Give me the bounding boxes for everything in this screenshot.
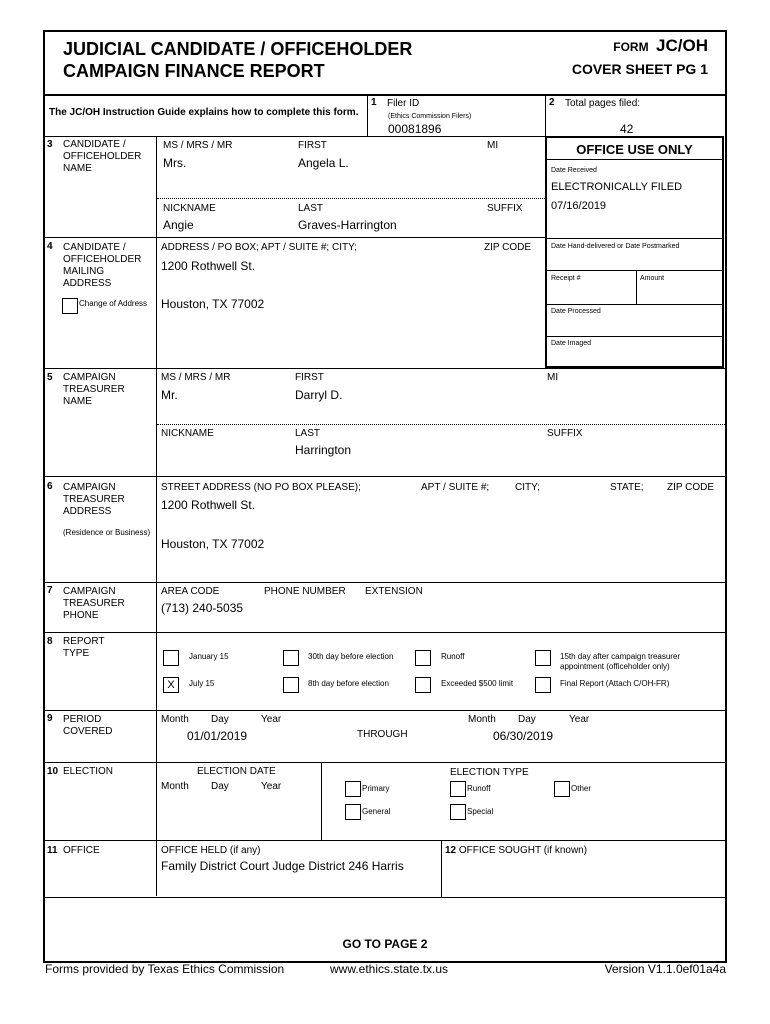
period-start-date: 01/01/2019 [187,729,248,743]
hand-delivered-label: Date Hand-delivered or Date Postmarked [551,243,680,250]
sec5-last-value: Harrington [295,443,352,457]
sec4-address-label: ADDRESS / PO BOX; APT / SUITE #; CITY; [161,242,357,253]
sec3-title-label: MS / MRS / MR [163,140,233,151]
election-general-checkbox[interactable] [345,804,361,820]
report-30day-label: 30th day before election [308,652,394,661]
sec3-label [63,139,141,175]
sec11-bottom-line [43,897,726,898]
filer-id-value: 00081896 [388,122,442,136]
sec7-ext-label: EXTENSION [365,586,423,597]
sec3-first-label: FIRST [298,140,327,151]
intro-bottom-line [43,136,547,137]
receipt-label: Receipt # [551,275,581,282]
sec3-first-value: Angela L. [298,156,349,170]
date-received-label: Date Received [551,167,597,174]
sec7-num: 7 [47,585,53,596]
sec4-label-l1: CANDIDATE / [63,242,126,253]
sec9-start-month-label: Month [161,714,189,725]
election-other-checkbox[interactable] [554,781,570,797]
report-runoff-checkbox[interactable] [415,650,431,666]
sec5-title-label: MS / MRS / MR [161,372,231,383]
sec7-phone-label: PHONE NUMBER [264,586,346,597]
sec7-phone-value: (713) 240-5035 [161,601,244,615]
sec10-year-label: Year [261,781,282,792]
election-divider [321,762,322,841]
report-january-15-checkbox[interactable] [163,650,179,666]
office-sought-label [445,845,587,856]
sec4-address-line2: Houston, TX 77002 [161,297,265,311]
office-divider [441,841,442,897]
office-held-label: OFFICE HELD (if any) [161,845,261,856]
sec4-bottom-line [43,368,726,369]
sec5-title-value: Mr. [161,388,178,402]
sec5-bottom-line [43,476,726,477]
sec4-label [63,242,141,290]
sec3-dotted-line [157,198,545,199]
sec3-num: 3 [47,139,53,150]
intro-divider-2 [545,95,546,137]
sec5-label-l3: NAME [63,396,92,407]
frame-right [725,30,727,962]
change-of-address-checkbox[interactable] [62,298,78,314]
sec9-num: 9 [47,713,53,724]
sec6-address-line1: 1200 Rothwell St. [161,498,256,512]
report-final-label: Final Report (Attach C/OH-FR) [560,679,670,688]
sec3-label-l1: CANDIDATE / [63,139,126,150]
sec3-nickname-value: Angie [163,218,194,232]
election-primary-label: Primary [362,784,390,793]
sec5-dotted-line [157,424,725,425]
sec3-label-l2: OFFICEHOLDER [63,151,142,162]
intro-divider-1 [367,95,368,137]
report-15th-day-l2: appointment (officeholder only) [560,662,670,671]
form-title-line1: JUDICIAL CANDIDATE / OFFICEHOLDER [63,39,413,59]
filer-id-label: Filer ID [387,98,420,109]
sec9-start-year-label: Year [261,714,282,725]
sec3-last-label: LAST [298,203,324,214]
form-code [613,36,708,56]
office-use-title: OFFICE USE ONLY [576,142,693,157]
sec6-address-line2: Houston, TX 77002 [161,537,265,551]
sec5-mi-label: MI [547,372,559,383]
office-sought-num: 12 [445,845,457,856]
sec5-label-l2: TREASURER [63,384,125,395]
sec5-last-label: LAST [295,428,321,439]
filer-id-sub: (Ethics Commission Filers) [388,113,472,120]
form-code-value: JC/OH [656,36,708,55]
report-final-checkbox[interactable] [535,677,551,693]
sec11-label: OFFICE [63,845,100,856]
sec10-bottom-line [43,840,726,841]
office-use-line-5 [547,336,724,337]
sec6-apt-label: APT / SUITE #; [421,482,490,493]
sec5-nickname-label: NICKNAME [161,428,214,439]
sec8-num: 8 [47,636,53,647]
sec6-label-l1: CAMPAIGN [63,482,116,493]
report-15th-day-checkbox[interactable] [535,650,551,666]
office-status: ELECTRONICALLY FILED [551,181,683,193]
sec8-label-l2: TYPE [63,648,90,659]
sec4-label-l2: OFFICEHOLDER [63,254,142,265]
sec7-area-label: AREA CODE [161,586,220,597]
form-title-line2: CAMPAIGN FINANCE REPORT [63,61,325,81]
report-exceeded-500-checkbox[interactable] [415,677,431,693]
sec3-mi-label: MI [487,140,499,151]
sec6-label-l2: TREASURER [63,494,125,505]
label-column-divider [156,137,157,896]
footer-provided: Forms provided by Texas Ethics Commission [45,962,285,976]
sec11-num: 11 [47,845,58,856]
sec8-label-l1: REPORT [63,636,105,647]
sec6-bottom-line [43,582,726,583]
change-of-address-label: Change of Address [79,299,148,308]
sec9-label [63,714,112,738]
election-runoff-checkbox[interactable] [450,781,466,797]
pages-num: 2 [549,97,555,108]
sec6-note: (Residence or Business) [63,528,151,537]
sec6-zip-label: ZIP CODE [667,482,715,493]
sec7-label-l2: TREASURER [63,598,125,609]
sec7-bottom-line [43,632,726,633]
sec4-address-line1: 1200 Rothwell St. [161,259,256,273]
election-other-label: Other [571,784,592,793]
date-imaged-label: Date Imaged [551,340,592,347]
sec10-label: ELECTION [63,766,114,777]
election-date-label: ELECTION DATE [197,766,276,777]
date-received-value: 07/16/2019 [551,200,607,212]
office-use-line-4 [547,304,724,305]
sec3-nickname-label: NICKNAME [163,203,216,214]
receipt-amount-divider [636,270,637,304]
sec6-state-label: STATE; [610,482,644,493]
period-end-date: 06/30/2019 [493,729,554,743]
sec3-bottom-line [43,237,546,238]
sec5-num: 5 [47,372,53,383]
instruction-text: The JC/OH Instruction Guide explains how to complete this form. [49,107,359,118]
election-runoff-label: Runoff [467,784,491,793]
report-15th-day-label [560,652,680,671]
through-label: THROUGH [357,729,408,740]
office-use-line-1 [547,159,724,160]
report-8day-label: 8th day before election [308,679,389,688]
sec10-day-label: Day [211,781,229,792]
sec4-label-l4: ADDRESS [63,278,112,289]
election-special-label: Special [467,807,494,816]
sec5-suffix-label: SUFFIX [547,428,583,439]
report-exceeded-500-label: Exceeded $500 limit [441,679,514,688]
filer-id-num: 1 [371,97,377,108]
header-divider [43,94,727,96]
sec9-label-l1: PERIOD [63,714,102,725]
sec10-month-label: Month [161,781,189,792]
sec7-label-l3: PHONE [63,610,99,621]
form-title [63,38,412,82]
report-july-15-checkbox[interactable]: X [163,677,179,693]
pages-value: 42 [620,122,634,136]
sec5-first-label: FIRST [295,372,324,383]
footer-version: Version V1.1.0ef01a4a [604,962,726,976]
sec8-label [63,636,105,660]
cover-sheet-label: COVER SHEET PG 1 [571,61,708,77]
office-use-line-2 [547,238,724,239]
report-15th-day-l1: 15th day after campaign treasurer [560,652,681,661]
sec7-label-l1: CAMPAIGN [63,586,116,597]
election-type-label: ELECTION TYPE [450,767,529,778]
sec6-num: 6 [47,481,53,492]
sec6-label [63,482,125,518]
election-primary-checkbox[interactable] [345,781,361,797]
report-8day-checkbox[interactable] [283,677,299,693]
report-july-15-label: July 15 [189,679,215,688]
office-sought-text: OFFICE SOUGHT (if known) [458,845,588,856]
frame-top [43,30,727,32]
sec4-label-l3: MAILING [63,266,105,277]
office-held-value: Family District Court Judge District 246 Harris [161,859,404,873]
election-special-checkbox[interactable] [450,804,466,820]
amount-label: Amount [640,275,665,282]
sec3-title-value: Mrs. [163,156,187,170]
sec4-num: 4 [47,241,53,252]
date-processed-label: Date Processed [551,308,601,315]
form-prefix: FORM [613,40,649,54]
sec3-suffix-label: SUFFIX [487,203,523,214]
sec6-street-label: STREET ADDRESS (NO PO BOX PLEASE); [161,482,361,493]
go-to-page-2: GO TO PAGE 2 [342,937,428,951]
footer-url: www.ethics.state.tx.us [330,962,449,976]
sec9-end-day-label: Day [518,714,536,725]
sec5-label [63,372,125,408]
sec4-zip-label: ZIP CODE [484,242,532,253]
sec10-num: 10 [47,766,59,777]
sec9-start-day-label: Day [211,714,229,725]
sec9-bottom-line [43,762,726,763]
sec5-label-l1: CAMPAIGN [63,372,116,383]
frame-left [43,30,45,962]
election-general-label: General [362,807,391,816]
sec7-label [63,586,125,622]
sec8-bottom-line [43,710,726,711]
sec3-last-value: Graves-Harrington [298,218,397,232]
sec9-end-year-label: Year [569,714,590,725]
sec6-label-l3: ADDRESS [63,506,112,517]
report-30day-checkbox[interactable] [283,650,299,666]
sec3-label-l3: NAME [63,163,92,174]
sec9-end-month-label: Month [468,714,496,725]
report-january-15-label: January 15 [189,652,229,661]
report-runoff-label: Runoff [441,652,465,661]
sec9-label-l2: COVERED [63,726,113,737]
sec5-first-value: Darryl D. [295,388,343,402]
pages-label: Total pages filed: [565,98,641,109]
sec6-city-label: CITY; [515,482,540,493]
